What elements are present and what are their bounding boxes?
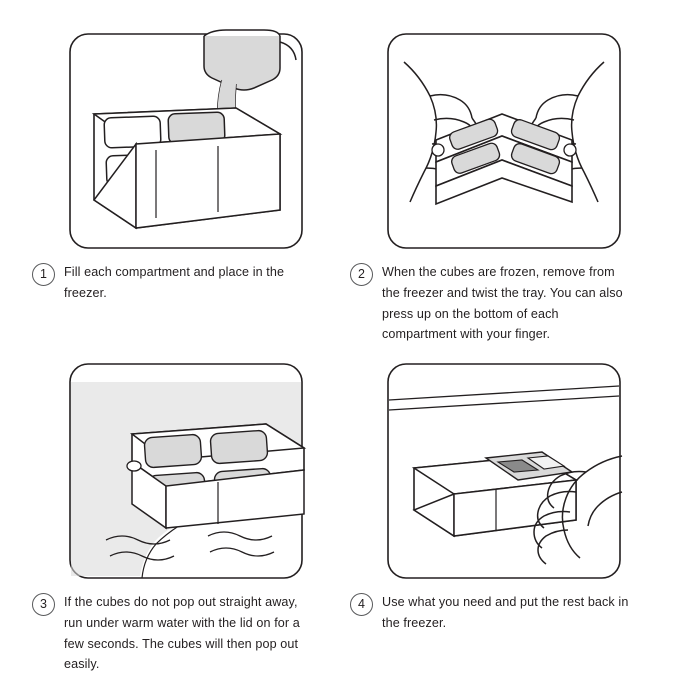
caption-step-4 (348, 592, 648, 634)
illustration-step-1 (58, 22, 314, 254)
step-text-4: Use what you need and put the rest back in the freezer. (382, 595, 629, 630)
step-panel-2 (348, 22, 648, 345)
step-panel-1 (30, 22, 330, 304)
caption-step-1 (30, 262, 330, 304)
step-number-1: 1 (32, 263, 55, 286)
step-number-2: 2 (350, 263, 373, 286)
illustration-step-2 (376, 22, 632, 254)
step-text-3: If the cubes do not pop out straight away, run under warm water with the lid on for a few seconds. The cubes will then pop out easily. (64, 595, 300, 672)
step-number-4: 4 (350, 593, 373, 616)
step-panel-4 (348, 352, 648, 634)
step-number-3: 3 (32, 593, 55, 616)
step-text-2: When the cubes are frozen, remove from the freezer and twist the tray. You can also press up on the bottom of each compartment with your finger. (382, 265, 623, 342)
step-text-1: Fill each compartment and place in the freezer. (64, 265, 285, 300)
illustration-step-4 (376, 352, 632, 584)
step-panel-3 (30, 352, 330, 675)
caption-step-2 (348, 262, 648, 345)
caption-step-3 (30, 592, 330, 675)
illustration-step-3 (58, 352, 314, 584)
